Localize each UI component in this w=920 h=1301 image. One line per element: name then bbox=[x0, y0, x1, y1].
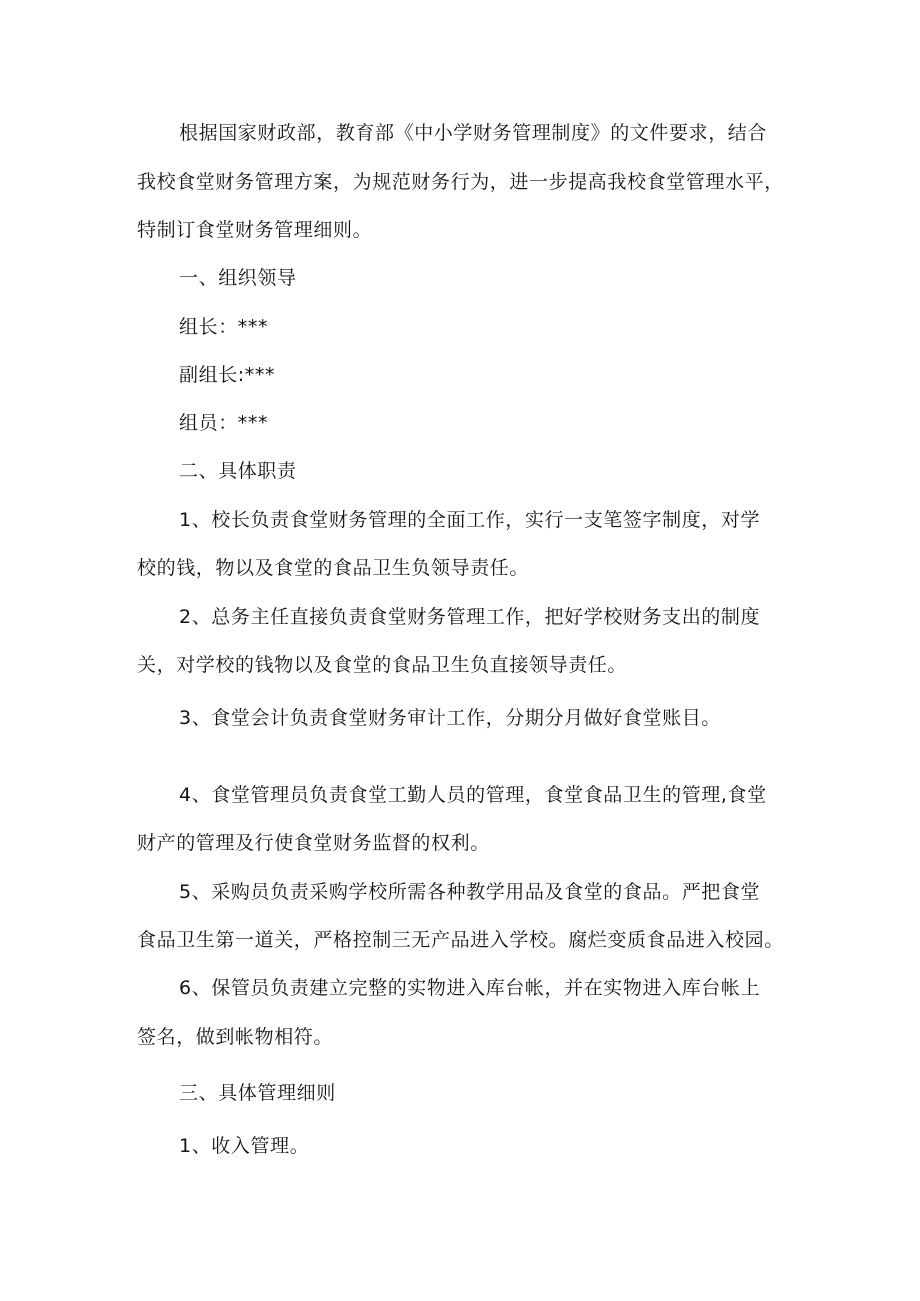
duty-4-line-1: 4、食堂管理员负责食堂工勤人员的管理，食堂食品卫生的管理,食堂 bbox=[179, 784, 767, 806]
duty-1-line-2: 校的钱，物以及食堂的食品卫生负领导责任。 bbox=[137, 557, 530, 579]
duty-2-line-2: 关，对学校的钱物以及食堂的食品卫生负直接领导责任。 bbox=[137, 654, 628, 676]
deputy-leader-line: 副组长:*** bbox=[179, 364, 276, 386]
leader-line: 组长：*** bbox=[179, 316, 269, 338]
section-3-heading: 三、具体管理细则 bbox=[179, 1082, 336, 1104]
duty-6-line-1: 6、保管员负责建立完整的实物进入库台帐，并在实物进入库台帐上 bbox=[179, 977, 761, 999]
duty-5-line-1: 5、采购员负责采购学校所需各种教学用品及食堂的食品。严把食堂 bbox=[179, 881, 761, 903]
intro-line-3: 特制订食堂财务管理细则。 bbox=[137, 219, 373, 241]
intro-line-2: 我校食堂财务管理方案，为规范财务行为，进一步提高我校食堂管理水平， bbox=[137, 171, 784, 193]
section-1-heading: 一、组织领导 bbox=[179, 267, 297, 289]
duty-5-line-2: 食品卫生第一道关，严格控制三无产品进入学校。腐烂变质食品进入校园。 bbox=[137, 929, 784, 951]
duty-4-line-2: 财产的管理及行使食堂财务监督的权利。 bbox=[137, 832, 490, 854]
duty-6-line-2: 签名，做到帐物相符。 bbox=[137, 1026, 334, 1048]
members-line: 组员：*** bbox=[179, 412, 269, 434]
duty-2-line-1: 2、总务主任直接负责食堂财务管理工作，把好学校财务支出的制度 bbox=[179, 606, 761, 628]
duty-3-line-1: 3、食堂会计负责食堂财务审计工作，分期分月做好食堂账目。 bbox=[179, 707, 721, 729]
section-2-heading: 二、具体职责 bbox=[179, 460, 297, 482]
intro-line-1: 根据国家财政部，教育部《中小学财务管理制度》的文件要求，结合 bbox=[179, 122, 768, 144]
management-item-1: 1、收入管理。 bbox=[179, 1135, 310, 1157]
duty-1-line-1: 1、校长负责食堂财务管理的全面工作，实行一支笔签字制度，对学 bbox=[179, 509, 761, 531]
